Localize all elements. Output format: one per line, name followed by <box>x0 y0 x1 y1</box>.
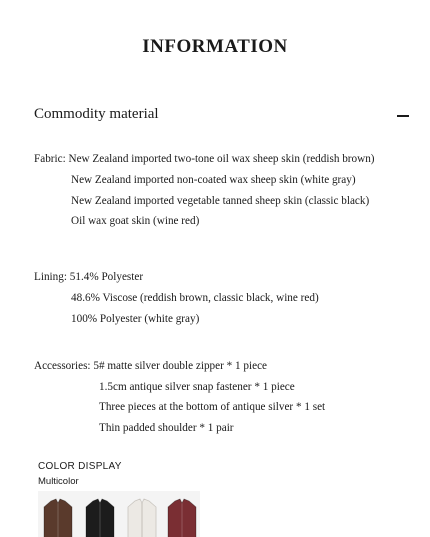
fabric-line-2: New Zealand imported non-coated wax sheep skin (white gray) <box>71 174 356 186</box>
jacket-reddish-brown-icon <box>44 499 72 537</box>
accessories-line-2: 1.5cm antique silver snap fastener * 1 piece <box>99 381 295 393</box>
color-display-title: COLOR DISPLAY <box>38 461 122 472</box>
fabric-line-1 <box>34 153 375 165</box>
fabric-line-4: Oil wax goat skin (wine red) <box>71 215 200 227</box>
page-title: INFORMATION <box>142 36 288 57</box>
jacket-wine-red-icon <box>168 499 196 537</box>
accessories-value: 5# matte silver double zipper * 1 piece <box>93 360 268 372</box>
accessories-label: Accessories: <box>34 360 91 372</box>
color-swatch-strip <box>38 491 200 537</box>
lining-label: Lining: <box>34 271 67 283</box>
accessories-line-3: Three pieces at the bottom of antique silver * 1 set <box>99 401 326 413</box>
lining-line-2: 48.6% Viscose (reddish brown, classic black, wine red) <box>71 292 319 304</box>
jacket-white-gray-icon <box>128 499 156 537</box>
jacket-swatches <box>38 491 200 537</box>
fabric-line-3: New Zealand imported vegetable tanned sheep skin (classic black) <box>71 195 370 207</box>
accessories-line-1 <box>34 360 267 372</box>
minus-icon[interactable] <box>397 115 409 117</box>
section-title: Commodity material <box>34 106 159 122</box>
jacket-classic-black-icon <box>86 499 114 537</box>
lining-value: 51.4% Polyester <box>69 271 144 283</box>
accessories-line-4: Thin padded shoulder * 1 pair <box>99 422 234 434</box>
lining-line-3: 100% Polyester (white gray) <box>71 313 200 325</box>
fabric-value: New Zealand imported two-tone oil wax sheep skin (reddish brown) <box>68 153 375 165</box>
lining-line-1 <box>34 271 143 283</box>
section-header[interactable] <box>34 106 409 128</box>
fabric-label: Fabric: <box>34 153 66 165</box>
color-display-subtitle: Multicolor <box>38 476 79 487</box>
